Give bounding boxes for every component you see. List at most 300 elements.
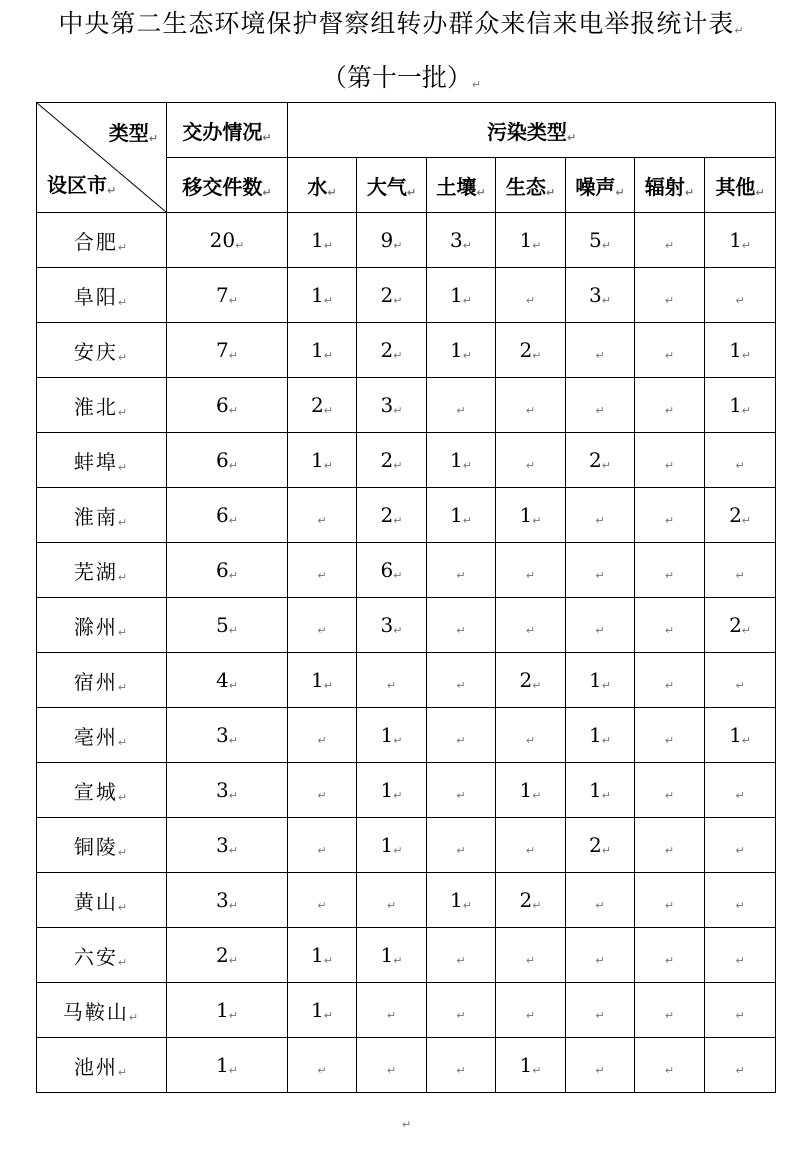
- paragraph-mark-icon: ↵: [525, 294, 536, 307]
- paragraph-mark-icon: ↵: [664, 1009, 675, 1022]
- pollution-count-cell: [566, 1038, 635, 1093]
- pollution-count-value: 2: [311, 393, 324, 417]
- pollution-column-header: [566, 158, 635, 213]
- pollution-count-value: 6: [380, 558, 394, 582]
- pollution-count-cell: [705, 818, 776, 873]
- pollution-count-cell: [496, 213, 566, 268]
- city-name: 黄山: [73, 889, 118, 914]
- pollution-count-cell: [288, 213, 357, 268]
- table-row: [37, 433, 776, 488]
- paragraph-mark-icon: ↵: [228, 349, 238, 362]
- paragraph-mark-icon: ↵: [406, 185, 417, 199]
- pollution-count-value: 1: [311, 228, 324, 252]
- city-cell: [37, 928, 167, 983]
- paragraph-mark-icon: ↵: [462, 514, 472, 527]
- city-cell: [37, 378, 167, 433]
- paragraph-mark-icon: ↵: [601, 294, 611, 307]
- pollution-count-cell: [566, 268, 635, 323]
- paragraph-mark-icon: ↵: [456, 789, 466, 802]
- paragraph-mark-icon: ↵: [117, 515, 130, 529]
- paragraph-mark-icon: ↵: [595, 569, 605, 582]
- paragraph-mark-icon: ↵: [228, 844, 238, 857]
- city-name: 蚌埠: [73, 449, 118, 474]
- pollution-count-cell: [427, 873, 496, 928]
- pollution-count-cell: [357, 873, 427, 928]
- paragraph-mark-icon: ↵: [601, 459, 611, 472]
- assign-count-cell: [167, 653, 288, 708]
- pollution-count-cell: [288, 818, 357, 873]
- assign-count-value: 2: [216, 943, 229, 967]
- paragraph-mark-icon: ↵: [117, 735, 130, 749]
- assign-count-cell: [167, 543, 288, 598]
- pollution-count-cell: [496, 928, 566, 983]
- city-name: 马鞍山: [62, 999, 129, 1024]
- paragraph-mark-icon: ↵: [525, 954, 536, 967]
- paragraph-mark-icon: ↵: [525, 404, 536, 417]
- pollution-count-cell: [566, 378, 635, 433]
- paragraph-mark-icon: ↵: [601, 679, 611, 692]
- paragraph-mark-icon: ↵: [235, 239, 245, 252]
- pollution-count-cell: [496, 763, 566, 818]
- pollution-count-value: 1: [729, 393, 742, 417]
- pollution-count-cell: [288, 708, 357, 763]
- paragraph-mark-icon: ↵: [228, 624, 238, 637]
- city-name: 淮南: [73, 504, 118, 529]
- pollution-count-cell: [427, 213, 496, 268]
- pollution-count-value: 1: [450, 338, 463, 362]
- paragraph-mark-icon: ↵: [462, 349, 472, 362]
- paragraph-mark-icon: ↵: [393, 239, 403, 252]
- paragraph-mark-icon: ↵: [664, 1064, 675, 1077]
- pollution-count-cell: [427, 653, 496, 708]
- pollution-count-cell: [357, 598, 427, 653]
- paragraph-mark-icon: ↵: [601, 789, 611, 802]
- paragraph-mark-icon: ↵: [456, 569, 466, 582]
- city-label: 设区市↵: [47, 173, 117, 197]
- paragraph-mark-icon: ↵: [117, 790, 130, 804]
- table-row: [37, 543, 776, 598]
- document-title: [0, 4, 803, 40]
- pollution-count-cell: [635, 983, 705, 1038]
- pollution-count-value: 1: [380, 723, 394, 747]
- statistics-table: [36, 102, 776, 1093]
- pollution-count-cell: [288, 323, 357, 378]
- pollution-count-value: 1: [311, 448, 324, 472]
- pollution-count-cell: [705, 488, 776, 543]
- pollution-count-value: 1: [380, 943, 394, 967]
- pollution-count-cell: [427, 543, 496, 598]
- paragraph-mark-icon: ↵: [525, 569, 536, 582]
- pollution-count-cell: [357, 268, 427, 323]
- paragraph-mark-icon: ↵: [117, 350, 130, 364]
- paragraph-mark-icon: ↵: [755, 185, 765, 199]
- paragraph-mark-icon: ↵: [228, 514, 238, 527]
- table-row: [37, 1038, 776, 1093]
- paragraph-mark-icon: ↵: [741, 349, 752, 362]
- pollution-count-cell: [496, 598, 566, 653]
- pollution-count-cell: [357, 983, 427, 1038]
- assign-count-cell: [167, 488, 288, 543]
- city-cell: [37, 983, 167, 1038]
- assign-count-value: 7: [216, 283, 229, 307]
- paragraph-mark-icon: ↵: [323, 349, 333, 362]
- assign-count-cell: [167, 708, 288, 763]
- subtitle-text: （第十一批）: [321, 63, 472, 92]
- city-name: 六安: [73, 944, 118, 969]
- paragraph-mark-icon: ↵: [601, 844, 611, 857]
- paragraph-mark-icon: ↵: [525, 1009, 536, 1022]
- table-row: [37, 983, 776, 1038]
- pollution-count-cell: [427, 598, 496, 653]
- paragraph-mark-icon: ↵: [386, 1009, 397, 1022]
- column-label: 其他: [715, 174, 756, 199]
- pollution-count-cell: [705, 598, 776, 653]
- column-label: 土壤: [436, 174, 477, 199]
- paragraph-mark-icon: ↵: [393, 349, 403, 362]
- assign-count-value: 4: [216, 668, 229, 692]
- paragraph-mark-icon: ↵: [664, 294, 675, 307]
- pollution-count-cell: [566, 598, 635, 653]
- pollution-count-value: 2: [519, 668, 533, 692]
- paragraph-mark-icon: ↵: [456, 1064, 466, 1077]
- pollution-count-value: 3: [450, 228, 463, 252]
- paragraph-mark-icon: ↵: [323, 954, 333, 967]
- assign-count-value: 3: [216, 723, 229, 747]
- paragraph-mark-icon: ↵: [317, 899, 327, 912]
- pollution-count-cell: [496, 983, 566, 1038]
- paragraph-mark-icon: ↵: [735, 569, 745, 582]
- assign-count-cell: [167, 983, 288, 1038]
- column-label: 噪声: [575, 174, 616, 199]
- pollution-count-cell: [635, 763, 705, 818]
- paragraph-mark-icon: ↵: [471, 78, 482, 91]
- city-cell: [37, 763, 167, 818]
- pollution-count-cell: [288, 983, 357, 1038]
- assign-count-value: 1: [216, 998, 229, 1022]
- assign-group-header: 交办情况↵: [167, 103, 288, 158]
- pollution-count-cell: [496, 323, 566, 378]
- paragraph-mark-icon: ↵: [525, 844, 536, 857]
- city-cell: [37, 433, 167, 488]
- title-text: 中央第二生态环境保护督察组转办群众来信来电举报统计表: [58, 9, 735, 38]
- paragraph-mark-icon: ↵: [741, 239, 752, 252]
- paragraph-mark-icon: ↵: [393, 459, 403, 472]
- pollution-column-header: [357, 158, 427, 213]
- paragraph-mark-icon: ↵: [545, 185, 556, 199]
- pollution-count-value: 3: [589, 283, 602, 307]
- table-row: [37, 213, 776, 268]
- paragraph-mark-icon: ↵: [386, 679, 397, 692]
- paragraph-mark-icon: ↵: [462, 239, 472, 252]
- pollution-count-cell: [496, 268, 566, 323]
- column-label: 辐射: [644, 174, 685, 199]
- paragraph-mark-icon: ↵: [456, 1009, 466, 1022]
- pollution-count-cell: [496, 653, 566, 708]
- table-row: [37, 598, 776, 653]
- pollution-count-cell: [427, 708, 496, 763]
- paragraph-mark-icon: ↵: [117, 570, 130, 584]
- pollution-count-value: 1: [729, 338, 742, 362]
- pollution-count-cell: [357, 433, 427, 488]
- pollution-count-cell: [566, 763, 635, 818]
- pollution-count-cell: [357, 763, 427, 818]
- paragraph-mark-icon: ↵: [228, 404, 238, 417]
- paragraph-mark-icon: ↵: [595, 954, 605, 967]
- paragraph-mark-icon: ↵: [525, 459, 536, 472]
- pollution-count-value: 1: [380, 833, 394, 857]
- pollution-count-cell: [566, 653, 635, 708]
- paragraph-mark-icon: ↵: [386, 1064, 397, 1077]
- assign-count-value: 3: [216, 888, 229, 912]
- pollution-count-cell: [635, 378, 705, 433]
- city-cell: [37, 488, 167, 543]
- paragraph-mark-icon: ↵: [117, 405, 130, 419]
- paragraph-mark-icon: ↵: [117, 1065, 130, 1079]
- paragraph-mark-icon: ↵: [664, 679, 675, 692]
- pollution-count-cell: [705, 763, 776, 818]
- pollution-count-cell: [357, 818, 427, 873]
- paragraph-mark-icon: ↵: [393, 514, 403, 527]
- paragraph-mark-icon: ↵: [228, 954, 238, 967]
- paragraph-mark-icon: ↵: [734, 24, 745, 37]
- paragraph-mark-icon: ↵: [595, 404, 605, 417]
- pollution-count-cell: [496, 378, 566, 433]
- pollution-column-header: [635, 158, 705, 213]
- pollution-count-cell: [427, 928, 496, 983]
- paragraph-mark-icon: ↵: [462, 459, 472, 472]
- paragraph-mark-icon: ↵: [741, 514, 752, 527]
- assign-count-cell: [167, 818, 288, 873]
- pollution-count-value: 1: [589, 723, 602, 747]
- pollution-count-cell: [427, 488, 496, 543]
- paragraph-mark-icon: ↵: [601, 734, 611, 747]
- pollution-count-cell: [705, 983, 776, 1038]
- assign-count-value: 6: [216, 558, 229, 582]
- pollution-count-cell: [566, 433, 635, 488]
- pollution-column-header: [427, 158, 496, 213]
- table-row: [37, 873, 776, 928]
- paragraph-mark-icon: ↵: [735, 789, 745, 802]
- pollution-count-cell: [288, 873, 357, 928]
- pollution-count-cell: [566, 928, 635, 983]
- paragraph-mark-icon: ↵: [664, 734, 675, 747]
- pollution-count-value: 9: [380, 228, 394, 252]
- paragraph-mark-icon: ↵: [532, 789, 542, 802]
- table-row: [37, 763, 776, 818]
- pollution-count-value: 1: [589, 778, 602, 802]
- city-cell: [37, 1038, 167, 1093]
- pollution-count-cell: [427, 433, 496, 488]
- pollution-count-value: 1: [729, 228, 742, 252]
- pollution-count-cell: [566, 983, 635, 1038]
- assign-count-cell: [167, 598, 288, 653]
- paragraph-mark-icon: ↵: [664, 954, 675, 967]
- pollution-count-value: 2: [519, 888, 533, 912]
- pollution-count-value: 1: [729, 723, 742, 747]
- pollution-count-cell: [635, 268, 705, 323]
- assign-count-cell: [167, 268, 288, 323]
- paragraph-mark-icon: ↵: [317, 514, 327, 527]
- city-cell: [37, 653, 167, 708]
- pollution-count-cell: [705, 708, 776, 763]
- paragraph-mark-icon: ↵: [532, 514, 542, 527]
- paragraph-mark-icon: ↵: [323, 404, 333, 417]
- pollution-count-value: 1: [519, 778, 533, 802]
- paragraph-mark-icon: ↵: [735, 294, 745, 307]
- paragraph-mark-icon: ↵: [386, 899, 397, 912]
- pollution-count-cell: [288, 653, 357, 708]
- pollution-count-cell: [635, 873, 705, 928]
- paragraph-mark-icon: ↵: [566, 130, 577, 144]
- paragraph-mark-icon: ↵: [601, 239, 611, 252]
- pollution-count-cell: [705, 433, 776, 488]
- table-row: [37, 268, 776, 323]
- city-name: 宣城: [73, 779, 118, 804]
- paragraph-mark-icon: ↵: [402, 1118, 412, 1131]
- paragraph-mark-icon: ↵: [462, 294, 472, 307]
- pollution-count-cell: [635, 488, 705, 543]
- paragraph-mark-icon: ↵: [525, 624, 536, 637]
- pollution-count-value: 2: [589, 833, 602, 857]
- assign-count-value: 7: [216, 338, 229, 362]
- paragraph-mark-icon: ↵: [393, 569, 403, 582]
- assign-count-cell: [167, 873, 288, 928]
- pollution-count-cell: [427, 818, 496, 873]
- assign-count-cell: [167, 1038, 288, 1093]
- pollution-count-value: 3: [380, 613, 394, 637]
- document-subtitle: [0, 58, 803, 94]
- paragraph-mark-icon: ↵: [393, 624, 403, 637]
- paragraph-mark-icon: ↵: [476, 185, 486, 199]
- pollution-count-cell: [496, 488, 566, 543]
- pollution-count-cell: [566, 818, 635, 873]
- paragraph-mark-icon: ↵: [228, 294, 238, 307]
- city-name: 亳州: [73, 724, 118, 749]
- city-cell: [37, 873, 167, 928]
- pollution-count-cell: [635, 213, 705, 268]
- paragraph-mark-icon: ↵: [735, 1009, 745, 1022]
- paragraph-mark-icon: ↵: [117, 680, 130, 694]
- pollution-count-cell: [427, 983, 496, 1038]
- pollution-count-cell: [357, 1038, 427, 1093]
- paragraph-mark-icon: ↵: [684, 185, 695, 199]
- assign-count-value: 1: [216, 1053, 229, 1077]
- paragraph-mark-icon: ↵: [595, 899, 605, 912]
- paragraph-mark-icon: ↵: [317, 569, 327, 582]
- pollution-count-cell: [496, 708, 566, 763]
- paragraph-mark-icon: ↵: [595, 514, 605, 527]
- assign-count-cell: [167, 213, 288, 268]
- pollution-count-cell: [635, 708, 705, 763]
- assign-count-cell: [167, 433, 288, 488]
- paragraph-mark-icon: ↵: [228, 734, 238, 747]
- paragraph-mark-icon: ↵: [456, 679, 466, 692]
- paragraph-mark-icon: ↵: [323, 1009, 333, 1022]
- pollution-count-cell: [635, 818, 705, 873]
- assign-count-value: 3: [216, 833, 229, 857]
- paragraph-mark-icon: ↵: [595, 1064, 605, 1077]
- paragraph-mark-icon: ↵: [664, 844, 675, 857]
- pollution-count-cell: [705, 378, 776, 433]
- paragraph-mark-icon: ↵: [317, 734, 327, 747]
- paragraph-mark-icon: ↵: [317, 844, 327, 857]
- pollution-count-value: 1: [450, 888, 463, 912]
- pollution-count-cell: [357, 213, 427, 268]
- pollution-count-cell: [635, 543, 705, 598]
- paragraph-mark-icon: ↵: [228, 789, 238, 802]
- table-row: [37, 378, 776, 433]
- pollution-count-value: 1: [519, 228, 533, 252]
- paragraph-mark-icon: ↵: [393, 789, 403, 802]
- paragraph-mark-icon: ↵: [532, 679, 542, 692]
- pollution-count-cell: [705, 928, 776, 983]
- paragraph-mark-icon: ↵: [456, 844, 466, 857]
- assign-count-value: 6: [216, 393, 229, 417]
- assign-count-header: 移交件数↵: [167, 158, 288, 213]
- pollution-count-cell: [705, 1038, 776, 1093]
- paragraph-mark-icon: ↵: [735, 679, 745, 692]
- assign-count-value: 6: [216, 448, 229, 472]
- pollution-count-cell: [496, 433, 566, 488]
- city-name: 安庆: [73, 339, 118, 364]
- pollution-count-cell: [427, 763, 496, 818]
- pollution-count-cell: [288, 598, 357, 653]
- paragraph-mark-icon: ↵: [741, 734, 752, 747]
- table-row: [37, 928, 776, 983]
- city-name: 阜阳: [73, 284, 118, 309]
- table-row: [37, 708, 776, 763]
- city-cell: [37, 268, 167, 323]
- column-label: 水: [307, 174, 328, 199]
- paragraph-mark-icon: ↵: [532, 349, 542, 362]
- assign-count-value: 5: [216, 613, 229, 637]
- paragraph-mark-icon: ↵: [228, 1064, 238, 1077]
- paragraph-mark-icon: ↵: [615, 185, 625, 199]
- paragraph-mark-icon: ↵: [117, 955, 130, 969]
- paragraph-mark-icon: ↵: [735, 844, 745, 857]
- pollution-count-cell: [357, 323, 427, 378]
- paragraph-mark-icon: ↵: [228, 1009, 238, 1022]
- pollution-count-value: 5: [589, 228, 602, 252]
- paragraph-mark-icon: ↵: [262, 130, 272, 144]
- pollution-count-cell: [566, 873, 635, 928]
- paragraph-mark-icon: ↵: [128, 1010, 141, 1024]
- pollution-count-value: 1: [311, 943, 324, 967]
- pollution-count-cell: [635, 653, 705, 708]
- pollution-column-header: [496, 158, 566, 213]
- paragraph-mark-icon: ↵: [117, 460, 130, 474]
- pollution-count-cell: [357, 543, 427, 598]
- paragraph-mark-icon: ↵: [228, 899, 238, 912]
- paragraph-mark-icon: ↵: [532, 239, 542, 252]
- assign-count-value: 6: [216, 503, 229, 527]
- assign-count-cell: [167, 323, 288, 378]
- pollution-count-cell: [705, 323, 776, 378]
- pollution-count-cell: [288, 488, 357, 543]
- pollution-count-value: 1: [380, 778, 394, 802]
- pollution-count-value: 1: [519, 1053, 533, 1077]
- column-label: 生态: [505, 174, 546, 199]
- pollution-count-value: 2: [380, 338, 394, 362]
- paragraph-mark-icon: ↵: [735, 459, 745, 472]
- paragraph-mark-icon: ↵: [741, 404, 752, 417]
- pollution-count-value: 2: [589, 448, 602, 472]
- paragraph-mark-icon: ↵: [327, 185, 337, 199]
- paragraph-mark-icon: ↵: [228, 679, 238, 692]
- paragraph-mark-icon: ↵: [462, 899, 472, 912]
- pollution-count-value: 2: [729, 613, 742, 637]
- paragraph-mark-icon: ↵: [323, 294, 333, 307]
